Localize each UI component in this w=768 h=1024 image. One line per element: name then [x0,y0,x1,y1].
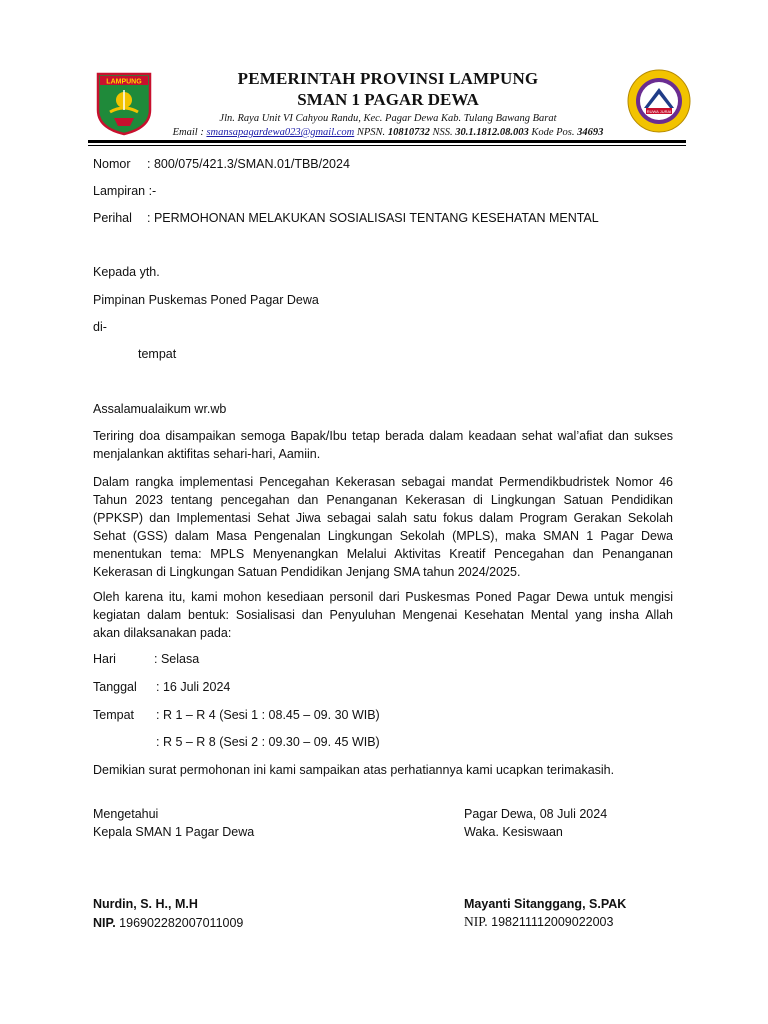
greeting: Assalamualaikum wr.wb [93,402,227,416]
letterhead [88,66,688,146]
paragraph-line: menentukan tema: MPLS Menyenangkan Melalui Aktivitas Kreatif Pencegahan dan Penanganan [93,547,673,561]
paragraph-line: Sehat (GSS) dalam Masa Pengenalan Lingkungan Sekolah (MPLS), maka SMAN 1 Pagar Dewa [93,529,673,543]
left-nip-label: NIP. [93,916,116,930]
paragraph-line: Oleh karena itu, kami mohon kesediaan personil dari Puskesmas Poned Pagar Dewa untuk mengisi [93,590,673,604]
lampung-province-logo-icon [96,70,152,136]
letterhead-text [152,66,624,139]
recipient-line1: Kepada yth. [93,265,160,279]
nss-label: NSS. [429,127,456,138]
letterhead-school-name: SMAN 1 PAGAR DEWA [297,90,479,109]
lampiran-row: Lampiran :- [93,184,157,198]
paragraph-line: Kekerasan di Lingkungan Satuan Pendidikan Jenjang SMA tahun 2024/2025. [93,565,521,579]
kodepos-label: Kode Pos. [528,127,578,138]
right-signatory-name: Mayanti Sitanggang, S.PAK [464,897,627,911]
right-nip-label: NIP. [464,914,488,929]
logo-right-label: RUWA JURAI [646,109,672,114]
right-nip-value: 198211112009022003 [487,915,614,929]
letterhead-divider-thin [88,145,686,146]
hari-value: : Selasa [154,652,200,666]
tempat-value-1: : R 1 – R 4 (Sesi 1 : 08.45 – 09. 30 WIB) [156,708,380,722]
school-emblem-icon [626,68,692,134]
recipient-line2: Pimpinan Puskemas Poned Pagar Dewa [93,293,319,307]
tanggal-value: : 16 Juli 2024 [156,680,231,694]
npsn-value: 10810732 [387,127,430,138]
schedule-tanggal [93,678,230,696]
perihal-row [93,209,599,227]
left-nip-value: 196902282007011009 [115,916,244,930]
schedule-hari [93,650,199,668]
paragraph-request [93,588,673,642]
sign-right-line1: Pagar Dewa, 08 Juli 2024 [464,807,608,821]
perihal-label: Perihal [93,211,132,225]
nomor-row [93,155,350,173]
closing-sentence: Demikian surat permohonan ini kami sampaikan atas perhatiannya kami ucapkan terimakasih. [93,763,615,777]
letterhead-government: PEMERINTAH PROVINSI LAMPUNG [237,69,539,88]
nss-value: 30.1.1812.08.003 [455,127,529,138]
paragraph-line: akan dilaksanakan pada: [93,626,232,640]
hari-label: Hari [93,652,116,666]
recipient-line3: di- [93,320,107,334]
schedule-tempat-2: : R 5 – R 8 (Sesi 2 : 09.30 – 09. 45 WIB) [156,735,380,749]
nomor-label: Nomor [93,157,131,171]
sign-right-name [464,895,626,913]
recipient-line4: tempat [138,347,177,361]
paragraph-line: Dalam rangka implementasi Pencegahan Kekerasan sebagai mandat Permendikbudristek Nomor 46 [93,475,673,489]
paragraph-line: Tahun 2023 tentang pencegahan dan Penanganan Kekerasan di Lingkungan Satuan Pendidikan [93,493,673,507]
paragraph-line: menjalankan aktifitas sehari-hari, Aamiin. [93,447,321,461]
paragraph-line: Teriring doa disampaikan semoga Bapak/Ibu tetap berada dalam keadaan sehat wal’afiat dan sukses [93,429,673,443]
sign-left-name [93,895,198,913]
letterhead-address: Jln. Raya Unit VI Cahyou Randu, Kec. Pagar Dewa Kab. Tulang Bawang Barat [219,113,557,124]
sign-right-line2: Waka. Kesiswaan [464,825,563,839]
schedule-tempat [93,706,380,724]
email-link[interactable]: smansapagardewa023@gmail.com [206,127,355,138]
tanggal-label: Tanggal [93,680,137,694]
letterhead-divider-thick [88,140,686,143]
paragraph-line: (PPKSP) dan Implementasi Sehat Jiwa sebagai salah satu fokus dalam Program Gerakan Sekolah [93,511,673,525]
letterhead-contact [152,126,624,139]
nomor-value: : 800/075/421.3/SMAN.01/TBB/2024 [147,157,350,171]
sign-left-nip [93,914,243,932]
tempat-label: Tempat [93,708,134,722]
left-signatory-name: Nurdin, S. H., M.H [93,897,198,911]
paragraph-opening [93,427,673,463]
paragraph-line: kegiatan dalam bentuk: Sosialisasi dan Penyuluhan Mengenai Kesehatan Mental yang insha Allah [93,608,673,622]
email-label: Email : [172,127,207,138]
sign-left-line2: Kepala SMAN 1 Pagar Dewa [93,825,255,839]
sign-right-nip [464,913,613,931]
npsn-label: NPSN. [354,127,388,138]
paragraph-background [93,473,673,581]
perihal-value: : PERMOHONAN MELAKUKAN SOSIALISASI TENTANG KESEHATAN MENTAL [147,211,599,225]
kodepos-value: 34693 [577,127,604,138]
logo-left-label: LAMPUNG [106,78,142,86]
sign-left-line1: Mengetahui [93,807,159,821]
